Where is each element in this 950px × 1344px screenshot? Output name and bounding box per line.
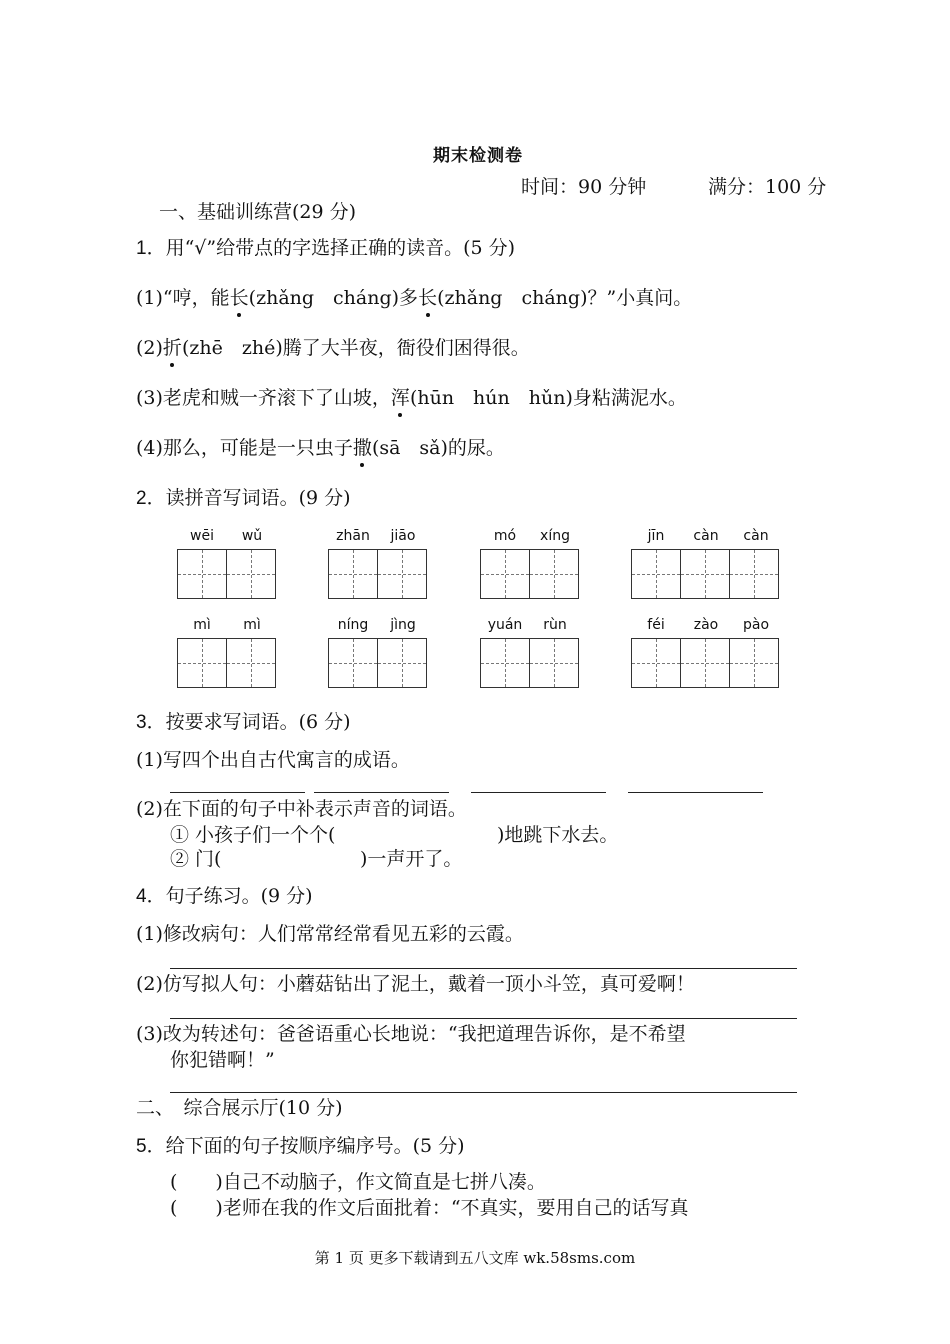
question-number: 4． [136,886,166,907]
writing-cell[interactable] [329,550,378,598]
item-text: (zhē zhé)腾了大半夜，衙役们困得很。 [181,337,530,359]
pinyin-label: mì [193,617,211,633]
pinyin-label: jiāo [390,528,416,544]
exam-full-score: 满分：100 分 [708,176,827,198]
answer-line[interactable] [170,1092,797,1093]
q3-sub-2b-post: )一声开了。 [360,848,463,870]
q3-sub-2b-pre: ② 门( [170,848,222,870]
writing-cell[interactable] [530,639,578,687]
item-text: (sā sǎ)的尿。 [371,437,505,459]
question-4 [136,884,313,909]
question-text: 按要求写词语。(6 分) [165,711,351,733]
question-2 [136,486,351,511]
question-5 [136,1134,465,1159]
item-text: (zhǎng cháng)多 [248,287,419,309]
pinyin-label: wēi [190,528,214,544]
q4-sub-2: (2)仿写拟人句：小蘑菇钻出了泥土，戴着一顶小斗笠，真可爱啊！ [136,973,695,995]
pinyin-label: xíng [540,528,570,544]
dotted-char: 长 [418,287,438,309]
writing-cell[interactable] [681,639,730,687]
item-text: (2) [136,337,163,359]
page-title: 期末检测卷 [433,146,523,166]
answer-line[interactable] [314,792,449,793]
pinyin-label: zhān [336,528,370,544]
answer-line[interactable] [628,792,763,793]
item-text: (4)那么，可能是一只虫子 [136,437,353,459]
writing-cell[interactable] [227,639,275,687]
pinyin-label: féi [647,617,665,633]
question-number: 2． [136,488,166,509]
writing-grid [328,638,427,688]
pinyin-label: mì [243,617,261,633]
exam-time: 时间：90 分钟 [521,176,647,198]
pinyin-label: càn [693,528,719,544]
pinyin-label: rùn [543,617,567,633]
pinyin-label: wǔ [241,528,263,544]
question-1 [136,236,515,261]
q3-sub-2a-post: )地跳下水去。 [497,824,619,846]
q3-sub-2a-pre: ① 小孩子们一个个( [170,824,336,846]
q3-sub-1: (1)写四个出自古代寓言的成语。 [136,749,410,771]
question-number: 3． [136,712,166,733]
q1-item-2 [136,336,530,360]
question-number: 5． [136,1136,166,1157]
writing-cell[interactable] [632,550,681,598]
question-number: 1． [136,238,166,259]
question-text: 读拼音写词语。(9 分) [165,487,351,509]
dotted-char: 撒 [352,437,372,459]
pinyin-label: jīn [647,528,665,544]
dotted-char: 浑 [390,387,410,409]
item-text: (hūn hún hǔn)身粘满泥水。 [409,387,687,409]
q4-sub-3-line-1: (3)改为转述句：爸爸语重心长地说：“我把道理告诉你，是不希望 [136,1023,686,1045]
section-2-heading: 二、 综合展示厅(10 分) [136,1097,343,1119]
answer-line[interactable] [471,792,606,793]
item-text: (3)老虎和贼一齐滚下了山坡， [136,387,391,409]
question-text: 句子练习。(9 分) [165,885,313,907]
writing-grid [177,549,276,599]
writing-grid [177,638,276,688]
question-text: 用“√”给带点的字选择正确的读音。(5 分) [165,237,516,259]
pinyin-label: níng [337,617,369,633]
writing-cell[interactable] [178,639,227,687]
section-1-heading: 一、基础训练营(29 分) [159,201,357,223]
q4-sub-1: (1)修改病句：人们常常经常看见五彩的云霞。 [136,923,524,945]
dotted-char: 长 [229,287,249,309]
q3-sub-2: (2)在下面的句子中补表示声音的词语。 [136,798,467,820]
answer-line[interactable] [170,792,305,793]
writing-cell[interactable] [730,550,778,598]
page-footer: 第 1 页 更多下载请到五八文库 wk.58sms.com [314,1249,636,1267]
pinyin-label: càn [743,528,769,544]
writing-cell[interactable] [481,550,530,598]
pinyin-label: pào [742,617,770,633]
q1-item-1 [136,286,692,310]
writing-grid [631,638,779,688]
dotted-char: 折 [162,337,182,359]
question-text: 给下面的句子按顺序编序号。(5 分) [165,1135,465,1157]
writing-grid [480,549,579,599]
writing-cell[interactable] [681,550,730,598]
writing-cell[interactable] [178,550,227,598]
q5-sentence-1: ( )自己不动脑子，作文简直是七拼八凑。 [170,1171,546,1193]
writing-grid [480,638,579,688]
pinyin-label: mó [493,528,517,544]
answer-line[interactable] [170,1018,797,1019]
writing-grid [631,549,779,599]
writing-cell[interactable] [632,639,681,687]
q1-item-4 [136,436,505,460]
pinyin-label: jìng [390,617,416,633]
writing-grid [328,549,427,599]
answer-line[interactable] [170,968,797,969]
writing-cell[interactable] [378,550,426,598]
item-text: (1)“哼，能 [136,287,230,309]
writing-cell[interactable] [378,639,426,687]
q5-sentence-2: ( )老师在我的作文后面批着：“不真实，要用自己的话写真 [170,1197,689,1219]
writing-cell[interactable] [481,639,530,687]
q1-item-3 [136,386,687,410]
q4-sub-3-line-2: 你犯错啊！” [170,1049,275,1071]
writing-cell[interactable] [329,639,378,687]
item-text: (zhǎng cháng)？”小真问。 [437,287,693,309]
pinyin-label: zào [693,617,719,633]
pinyin-label: yuán [487,617,523,633]
question-3 [136,710,351,735]
writing-cell[interactable] [530,550,578,598]
writing-cell[interactable] [730,639,778,687]
writing-cell[interactable] [227,550,275,598]
